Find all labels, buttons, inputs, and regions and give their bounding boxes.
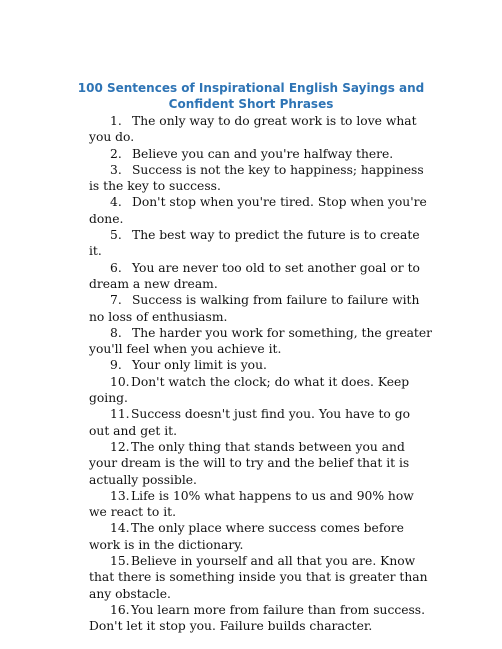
item-text: The harder you work for something, the greater you'll feel when you achieve it.	[89, 325, 433, 357]
list-item	[89, 113, 434, 146]
list-item	[89, 146, 434, 162]
item-number: 4.	[110, 195, 122, 210]
sentence-list	[89, 113, 434, 635]
item-number: 14.	[110, 521, 130, 536]
item-text: You are never too old to set another goal or to dream a new dream.	[89, 260, 420, 291]
item-number: 1.	[110, 114, 122, 128]
item-number: 11.	[110, 407, 130, 422]
item-text: You learn more from failure than from success. Don't let it stop you. Failure builds character.	[89, 602, 426, 634]
list-item	[89, 520, 434, 553]
item-text: The best way to predict the future is to create it.	[89, 228, 420, 259]
list-item	[89, 406, 434, 439]
item-number: 5.	[110, 228, 122, 243]
item-number: 10.	[110, 374, 130, 389]
item-number: 12.	[110, 439, 130, 454]
item-number: 7.	[110, 293, 122, 308]
item-text: The only thing that stands between you and your dream is the will to try and the belief that it is actually possible.	[89, 439, 410, 487]
item-text: Success is walking from failure to failure with no loss of enthusiasm.	[89, 293, 420, 324]
item-number: 13.	[110, 488, 130, 503]
item-text: Success is not the key to happiness; happiness is the key to success.	[89, 162, 424, 194]
item-text: Believe in yourself and all that you are. Know that there is something inside you that is greater than any obstacle.	[89, 554, 428, 601]
item-text: Don't watch the clock; do what it does. Keep going.	[89, 374, 410, 406]
list-item	[89, 553, 434, 602]
item-text: Success doesn't just find you. You have to go out and get it.	[89, 407, 411, 438]
item-text: Life is 10% what happens to us and 90% how we react to it.	[89, 488, 414, 520]
list-item	[89, 439, 434, 488]
list-item	[89, 260, 434, 293]
list-item	[89, 194, 434, 227]
item-number: 9.	[110, 358, 122, 373]
list-item	[89, 292, 434, 325]
list-item	[89, 374, 434, 407]
list-item	[89, 602, 434, 635]
item-number: 3.	[110, 162, 122, 177]
list-item	[89, 325, 434, 358]
item-text: Your only limit is you.	[132, 358, 267, 373]
list-item	[89, 357, 434, 373]
item-number: 8.	[110, 325, 122, 340]
item-number: 15.	[110, 554, 130, 569]
list-item	[89, 488, 434, 521]
document-title: 100 Sentences of Inspirational English Sayings and Confident Short Phrases	[77, 81, 425, 111]
item-text: The only way to do great work is to love what you do.	[89, 114, 417, 145]
item-text: Don't stop when you're tired. Stop when you're done.	[89, 195, 427, 226]
item-text: The only place where success comes before work is in the dictionary.	[89, 521, 404, 552]
list-item	[89, 162, 434, 195]
item-number: 16.	[110, 602, 130, 617]
item-number: 6.	[110, 260, 122, 275]
item-text: Believe you can and you're halfway there.	[132, 146, 394, 161]
item-number: 2.	[110, 146, 122, 161]
list-item	[89, 227, 434, 260]
